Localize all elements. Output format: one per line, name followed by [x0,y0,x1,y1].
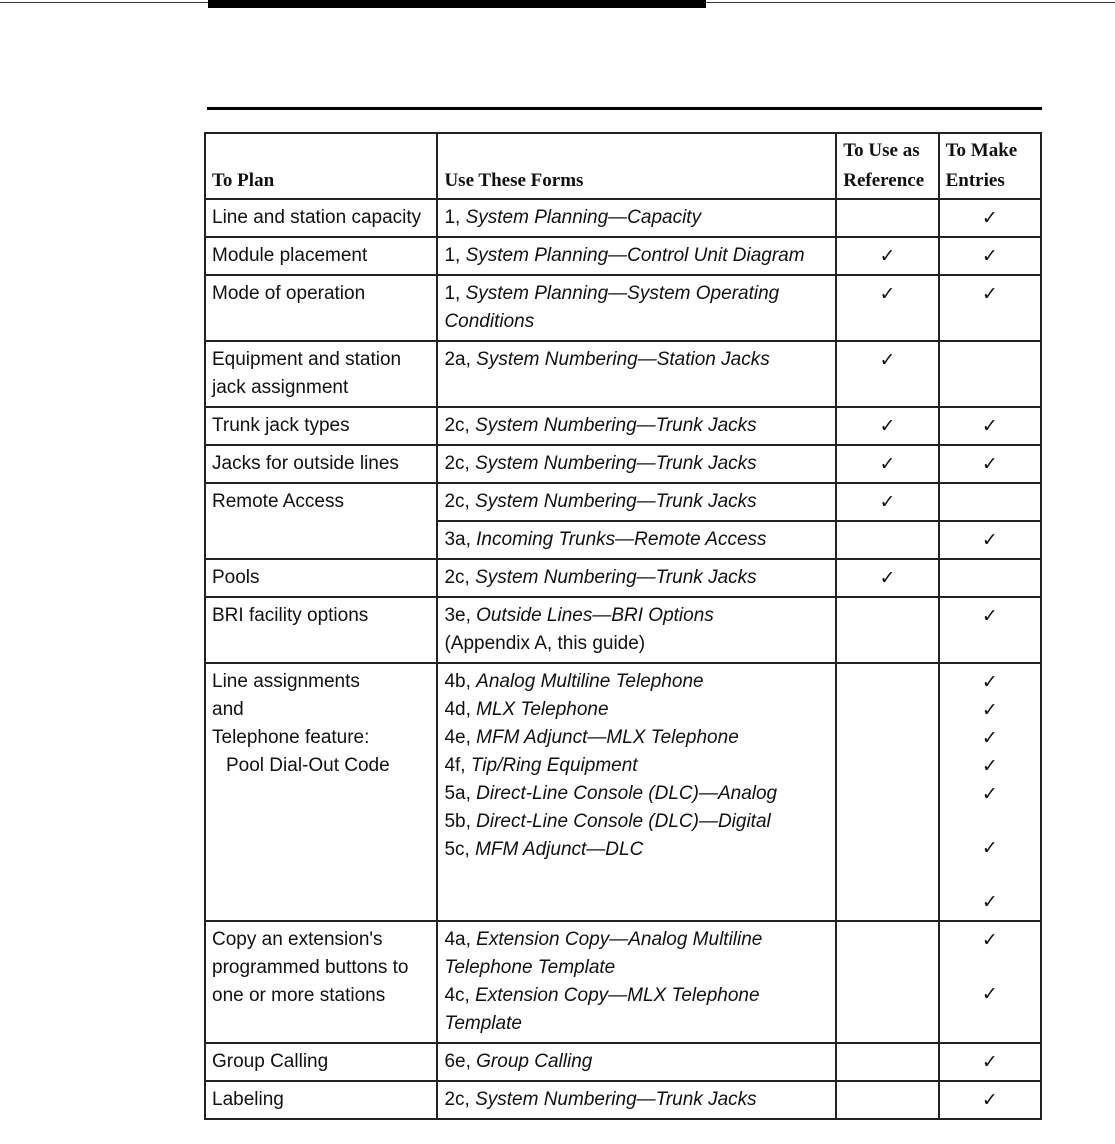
forms-cell: 4b, Analog Multiline Telephone 4d, MLX Telephone 4e, MFM Adjunct—MLX Telephone 4f, Tip/Ring Equipment 5a, Direct-Line Console (DLC)—Analog 5b, Direct-Line Console (DLC)—Digital 5c, MFM Adjunct—DLC [437,663,836,921]
reference-cell: ✓ [836,407,938,445]
plan-cell: Pools [205,559,437,597]
table-row [205,407,1041,445]
plan-cell: Copy an extension's programmed buttons to one or more stations [205,921,437,1043]
table-row [205,663,1041,921]
entries-cell: ✓ [939,1081,1041,1119]
reference-cell: ✓ [836,237,938,275]
forms-cell: 3e, Outside Lines—BRI Options (Appendix A, this guide) [437,597,836,663]
forms-cell: 2c, System Numbering—Trunk Jacks [437,445,836,483]
header-entries: To Make Entries [939,133,1041,199]
entries-cell: ✓ ✓ [939,921,1041,1043]
reference-cell [836,199,938,237]
reference-cell [836,1043,938,1081]
entries-cell: ✓ [939,521,1041,559]
entries-cell: ✓ [939,1043,1041,1081]
table-row [205,341,1041,407]
table-header-row [205,133,1041,199]
reference-cell [836,597,938,663]
forms-cell: 2a, System Numbering—Station Jacks [437,341,836,407]
forms-cell: 1, System Planning—Control Unit Diagram [437,237,836,275]
reference-cell: ✓ [836,445,938,483]
entries-cell [939,341,1041,407]
entries-cell [939,559,1041,597]
table-row [205,237,1041,275]
plan-cell: Jacks for outside lines [205,445,437,483]
reference-cell: ✓ [836,275,938,341]
plan-cell: Module placement [205,237,437,275]
reference-cell [836,921,938,1043]
header-to-plan: To Plan [205,133,437,199]
table-row [205,1081,1041,1119]
reference-cell: ✓ [836,341,938,407]
forms-cell: 3a, Incoming Trunks—Remote Access [437,521,836,559]
entries-cell: ✓ [939,445,1041,483]
forms-cell: 2c, System Numbering—Trunk Jacks [437,1081,836,1119]
plan-cell: Group Calling [205,1043,437,1081]
header-reference: To Use as Reference [836,133,938,199]
plan-cell: Labeling [205,1081,437,1119]
entries-cell: ✓ [939,237,1041,275]
table-row [205,559,1041,597]
forms-cell: 2c, System Numbering—Trunk Jacks [437,559,836,597]
entries-cell: ✓ ✓ ✓ ✓ ✓ ✓ ✓ [939,663,1041,921]
plan-cell: Mode of operation [205,275,437,341]
reference-cell: ✓ [836,483,938,521]
reference-cell [836,1081,938,1119]
entries-cell [939,483,1041,521]
table-row [205,275,1041,341]
table-row [205,921,1041,1043]
plan-cell: Remote Access [205,483,437,559]
forms-cell: 4a, Extension Copy—Analog Multiline Telephone Template 4c, Extension Copy—MLX Telephone Template [437,921,836,1043]
reference-cell [836,663,938,921]
reference-cell: ✓ [836,559,938,597]
planning-forms-table [204,132,1042,1120]
forms-cell: 2c, System Numbering—Trunk Jacks [437,483,836,521]
entries-cell: ✓ [939,199,1041,237]
entries-cell: ✓ [939,597,1041,663]
table-row [205,483,1041,521]
section-rule [207,107,1042,110]
header-bar [208,0,706,8]
table-row [205,199,1041,237]
forms-cell: 2c, System Numbering—Trunk Jacks [437,407,836,445]
plan-cell: Trunk jack types [205,407,437,445]
plan-cell: Line assignments and Telephone feature: Pool Dial-Out Code [205,663,437,921]
forms-cell: 1, System Planning—Capacity [437,199,836,237]
entries-cell: ✓ [939,407,1041,445]
table-row [205,1043,1041,1081]
table-row [205,445,1041,483]
header-use-forms: Use These Forms [437,133,836,199]
reference-cell [836,521,938,559]
forms-cell: 6e, Group Calling [437,1043,836,1081]
table-row [205,597,1041,663]
entries-cell: ✓ [939,275,1041,341]
plan-cell: Line and station capacity [205,199,437,237]
plan-cell: Equipment and station jack assignment [205,341,437,407]
plan-cell: BRI facility options [205,597,437,663]
forms-cell: 1, System Planning—System Operating Conditions [437,275,836,341]
